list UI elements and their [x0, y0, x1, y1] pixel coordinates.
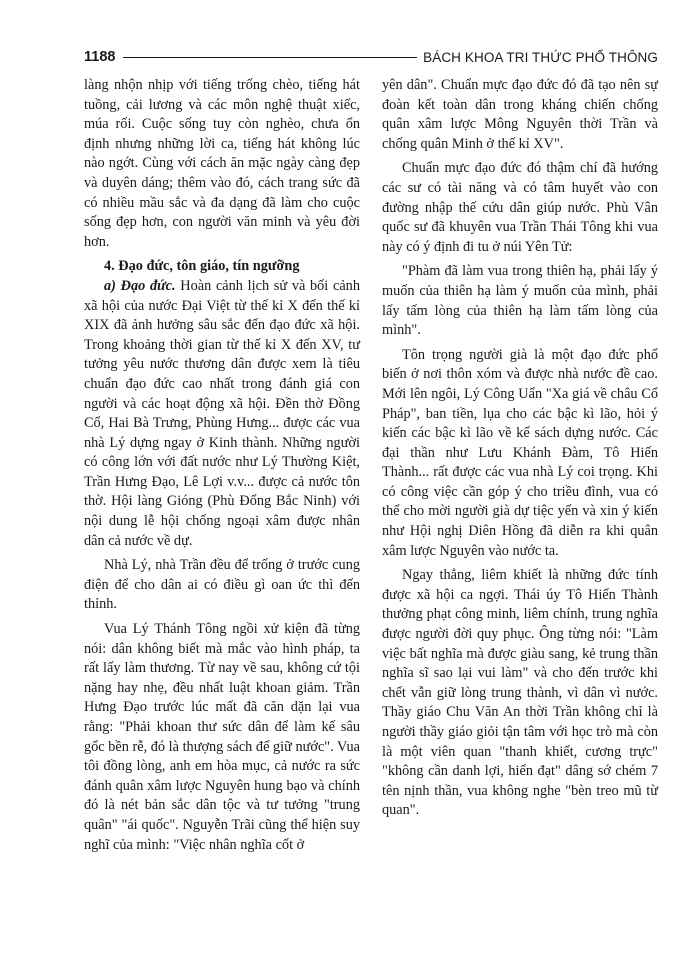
paragraph: [84, 277, 360, 551]
subsection-lead: a) Đạo đức.: [104, 277, 176, 294]
running-title: BÁCH KHOA TRI THỨC PHỔ THÔNG: [423, 49, 658, 65]
page-header: [84, 46, 658, 68]
quotation: "Phàm đã làm vua trong thiên hạ, phải lấy ý muốn của thiên hạ làm ý muốn của mình, phải lấy tấm lòng của thiên hạ làm tấm lòng của mình".: [382, 263, 658, 339]
paragraph: Nhà Lý, nhà Trần đều để trống ở trước cung điện để cho dân ai có điều gì oan ức thì đến thỉnh.: [84, 557, 360, 613]
paragraph: yên dân". Chuẩn mực đạo đức đó đã tạo nên sự đoàn kết toàn dân trong kháng chiến chống quân xâm lược Mông Nguyên thời Trần và chống quân Minh ở thế kỉ XV".: [382, 77, 658, 152]
right-column: [382, 76, 658, 821]
left-column: [84, 76, 360, 855]
header-rule: [123, 57, 417, 58]
paragraph-text: Hoàn cảnh lịch sử và bối cảnh xã hội của nước Đại Việt từ thế kỉ X đến thế kỉ XIX đã ảnh hưởng sâu sắc đến đạo đức xã hội. Trong khoảng thời gian từ thế kỉ X đến XV, tư tưởng yêu nước thương dân được xem là tiêu chuẩn đạo đức cao nhất trong đánh giá con người và các hoạt động xã hội. Đền thờ Đồng Cổ, Hai Bà Trưng, Phùng Hưng... được các vua nhà Lý dựng ngay ở Kinh thành. Những người có công lớn với đất nước như Lý Thường Kiệt, Trần Hưng Đạo, Lê Lợi v.v... được cả nước tôn thờ. Hội làng Gióng (Phù Đổng Bắc Ninh) với nội dung lễ hội chống ngoại xâm được nhân dân cả nước về dự.: [84, 277, 360, 549]
paragraph: Vua Lý Thánh Tông ngồi xử kiện đã từng nói: dân không biết mà mắc vào hình pháp, ta rất lấy làm thương. Từ nay về sau, không cứ tội nặng hay nhẹ, đều nhất luật khoan giảm. Trần Hưng Đạo trước lúc mất đã căn dặn lại vua rằng: "Phải khoan thư sức dân để làm kế sâu gốc bền rễ, đó là thượng sách để giữ nước". Vua tôi đồng lòng, anh em hòa mục, cả nước ra sức đánh quân xâm lược Nguyên hung bạo và chính đó là nét bản sắc dân tộc và tư tưởng "trung quân" "ái quốc". Nguyễn Trãi cũng thể hiện suy nghĩ của mình: "Việc nhân nghĩa cốt ở: [84, 621, 360, 853]
paragraph: làng nhộn nhịp với tiếng trống chèo, tiếng hát tuồng, cải lương và các môn nghệ thuật xiếc, múa rối. Cuộc sống tuy còn nghèo, chưa ổn định nhưng những lời ca, tiếng hát không lúc nào ngớt. Cùng với cách ăn mặc ngày càng đẹp và duyên dáng; thêm vào đó, cách trang sức đã có nhiều mầu sắc và đa dạng đã làm cho cuộc sống đẹp hơn, con người văn minh và yêu đời hơn.: [84, 77, 360, 250]
page-number: 1188: [84, 49, 116, 65]
paragraph: Tôn trọng người già là một đạo đức phổ biến ở nơi thôn xóm và được nhà nước đề cao. Mới lên ngôi, Lý Công Uẩn "Xa giá về châu Cổ Pháp", ban tiền, lụa cho các bậc kì lão, hỏi ý kiến các bậc kì lão về kế sách dựng nước. Các đại thần như Lưu Khánh Đàm, Tô Hiến Thành... rất được các vua nhà Lý coi trọng. Khi có công việc cần góp ý cho triều đình, vua có thể cho mời người già dự tiệc yến và xin ý kiến như Hội nghị Diên Hồng đã diễn ra khi quân xâm lược Nguyên vào nước ta.: [382, 346, 658, 559]
paragraph: Chuẩn mực đạo đức đó thậm chí đã hướng các sư có tài năng và có tâm huyết vào con đường nhập thế cứu dân giúp nước. Phù Vân quốc sư đã khuyên vua Trần Thái Tông khi vua này có ý định đi tu ở núi Yên Tử:: [382, 160, 658, 255]
paragraph: Ngay thẳng, liêm khiết là những đức tính được xã hội ca ngợi. Thái úy Tô Hiến Thành thưởng phạt công minh, liêm chính, trung nghĩa được người đời quy phục. Ông từng nói: "Làm việc bất nghĩa mà được giàu sang, kẻ trung thần nghĩa sĩ sao lại vui làm" và cho đến trước khi chết vẫn giữ lòng trung thành, vì dân vì nước. Thầy giáo Chu Văn An thời Trần không chỉ là người thầy giáo giỏi tận tâm với học trò mà còn là một viên quan "thanh khiết, cương trực" "không cần danh lợi, hiển đạt" dâng sớ chém 7 tên nịnh thần, vua không nghe "bèn treo mũ từ quan".: [382, 567, 658, 819]
section-heading: 4. Đạo đức, tôn giáo, tín ngưỡng: [104, 258, 300, 275]
